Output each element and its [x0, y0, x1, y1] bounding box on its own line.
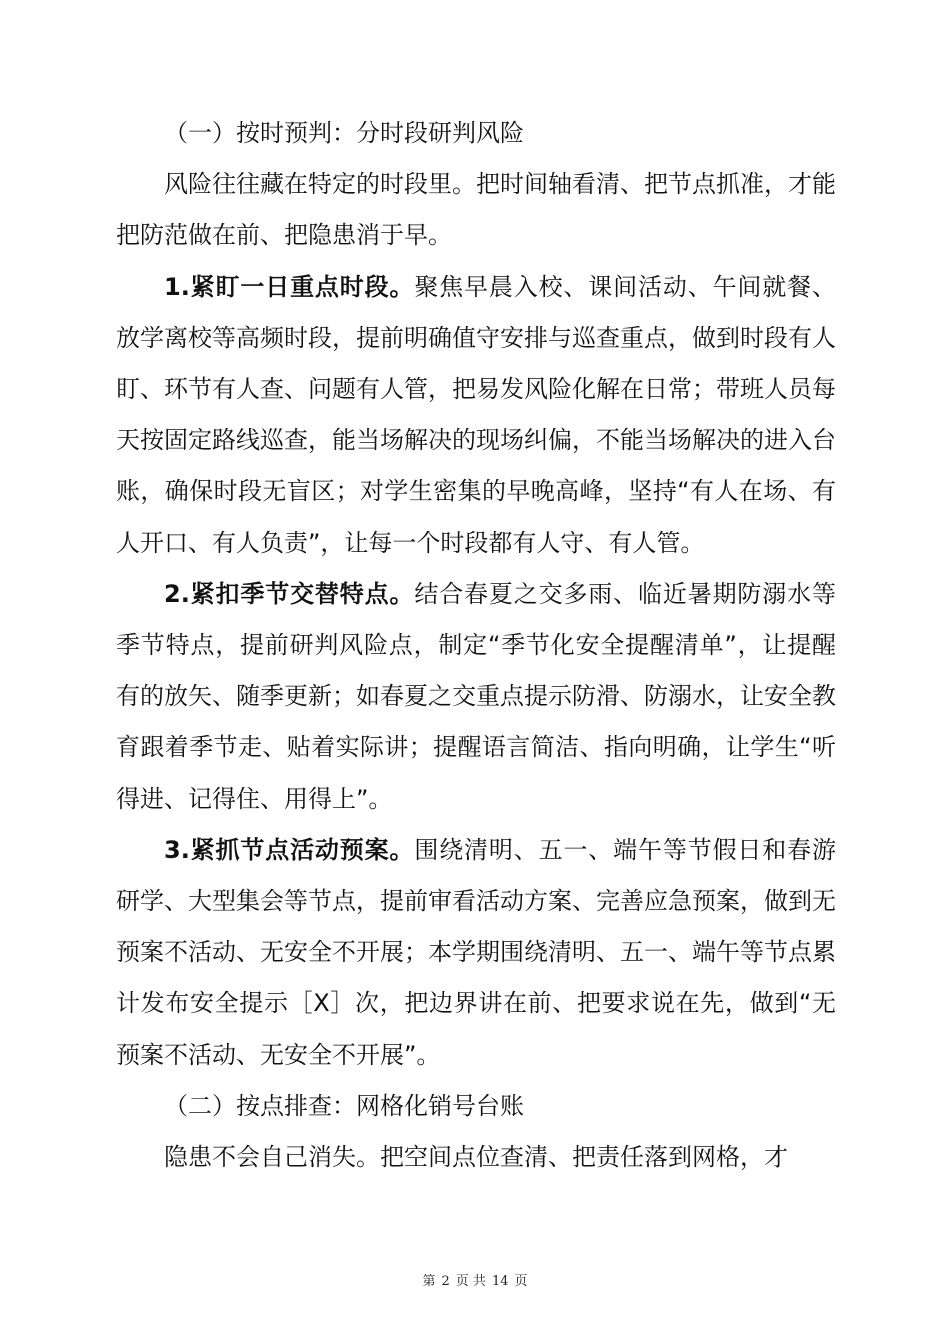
section-heading-1: （一）按时预判：分时段研判风险 — [164, 119, 524, 147]
paragraph-item-3: 3.紧抓节点活动预案。围绕清明、五一、端午等节假日和春游研学、大型集会等节点，提前审看活动方案、完善应急预案，做到无预案不活动、无安全不开展；本学期围绕清明、五一、端午等节点累计发布安全提示［X］次，把边界讲在前、把要求说在先，做到“无预案不活动、无安全不开展”。 — [116, 835, 836, 1069]
item-lead-2: 2.紧扣季节交替特点。 — [164, 579, 415, 608]
paragraph-item-2: 2.紧扣季节交替特点。结合春夏之交多雨、临近暑期防溺水等季节特点，提前研判风险点，制定“季节化安全提醒清单”，让提醒有的放矢、随季更新；如春夏之交重点提示防滑、防溺水，让安全教育跟着季节走、贴着实际讲；提醒语言简洁、指向明确，让学生“听得进、记得住、用得上”。 — [116, 579, 836, 813]
item-lead-3: 3.紧抓节点活动预案。 — [164, 835, 415, 864]
footer-middle: 页 共 — [455, 1274, 486, 1289]
paragraph-item-1: 1.紧盯一日重点时段。聚焦早晨入校、课间活动、午间就餐、放学离校等高频时段，提前明确值守安排与巡查重点，做到时段有人盯、环节有人查、问题有人管，把易发风险化解在日常；带班人员每天按固定路线巡查，能当场解决的现场纠偏，不能当场解决的进入台账，确保时段无盲区；对学生密集的早晚高峰，坚持“有人在场、有人开口、有人负责”，让每一个时段都有人守、有人管。 — [116, 272, 836, 557]
paragraph-intro-2: 隐患不会自己消失。把空间点位查清、把责任落到网格，才 — [164, 1143, 788, 1172]
item-lead-1: 1.紧盯一日重点时段。 — [164, 272, 415, 301]
page-footer — [0, 1270, 950, 1289]
footer-prefix: 第 — [422, 1274, 436, 1289]
footer-suffix: 页 — [514, 1274, 528, 1289]
section-heading-2: （二）按点排查：网格化销号台账 — [164, 1091, 524, 1120]
paragraph-intro-1: 风险往往藏在特定的时段里。把时间轴看清、把节点抓准，才能把防范做在前、把隐患消于早。 — [116, 170, 836, 250]
footer-total-pages: 14 — [491, 1274, 509, 1289]
body-text — [116, 108, 836, 1183]
footer-current-page: 2 — [441, 1274, 450, 1289]
